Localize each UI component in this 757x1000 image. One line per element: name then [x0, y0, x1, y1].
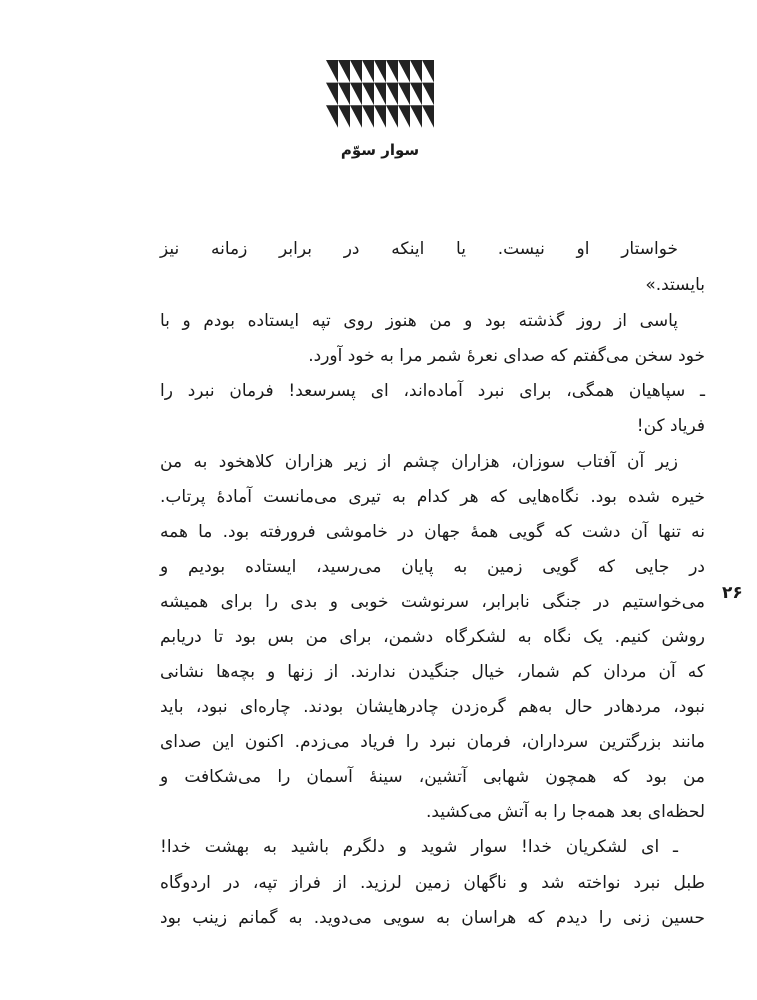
text-line: پاسی از روز گذشته بود و من هنوز روی تپه ایستاده بودم و با [160, 311, 678, 331]
text-line: لحظه‌ای بعد همه‌جا را به آتش می‌کشید. [425, 802, 705, 822]
text-line: طبل نبرد نواخته شد و ناگهان زمین لرزید. از فراز تپه، در اردوگاه [160, 873, 705, 893]
chapter-title: سوار سوّم [340, 141, 420, 159]
text-line: نبود، مردهادر حال به‌هم گره‌زدن چادرهایشان بودند. چاره‌ای نبود، باید [160, 697, 705, 717]
text-line: مانند بزرگترین سرداران، فرمان نبرد را فریاد می‌زدم. اکنون این صدای [160, 732, 705, 752]
text-line: در جایی که گویی زمین به پایان می‌رسید، ایستاده بودیم و [160, 557, 705, 577]
text-line: بایستد.» [645, 275, 705, 295]
text-line: نه تنها آن دشت که گویی همهٔ جهان در خاموشی فرورفته بود. ما همه [160, 522, 705, 542]
text-line: روشن کنیم. یک نگاه به لشکرگاه دشمن، برای من بس بود تا دریابم [160, 627, 705, 647]
text-line: ـ سپاهیان همگی، برای نبرد آماده‌اند، ای پسرسعد! فرمان نبرد را [160, 381, 705, 401]
page-number: ۲۶ [722, 583, 743, 603]
text-line: زیر آن آفتاب سوزان، هزاران چشم از زیر هزاران کلاهخود به من [160, 452, 678, 472]
text-line: حسین زنی را دیدم که هراسان به سویی می‌دوید. به گمانم زینب بود [160, 908, 705, 928]
text-line: خواستار او نیست. یا اینکه در برابر زمانه نیز [160, 239, 678, 259]
text-line: من بود که همچون شهابی آتشین، سینهٔ آسمان را می‌شکافت و [160, 767, 705, 787]
text-line: فریاد کن! [636, 416, 705, 436]
text-line: خود سخن می‌گفتم که صدای نعرهٔ شمر مرا به خود آورد. [308, 346, 705, 366]
text-line: که آن مردان کم شمار، خیال جنگیدن ندارند. از زنها و بچه‌ها نشانی [160, 662, 705, 682]
text-line: می‌خواستیم در جنگی نابرابر، سرنوشت خوبی و بدی را برای همیشه [160, 592, 705, 612]
text-line: ـ ای لشکریان خدا! سوار شوید و دلگرم باشید به بهشت خدا! [160, 837, 678, 857]
triangle-pattern-ornament-icon [326, 60, 434, 128]
text-line: خیره شده بود. نگاه‌هایی که هر کدام به تیری می‌مانست آمادهٔ پرتاب. [160, 487, 705, 507]
